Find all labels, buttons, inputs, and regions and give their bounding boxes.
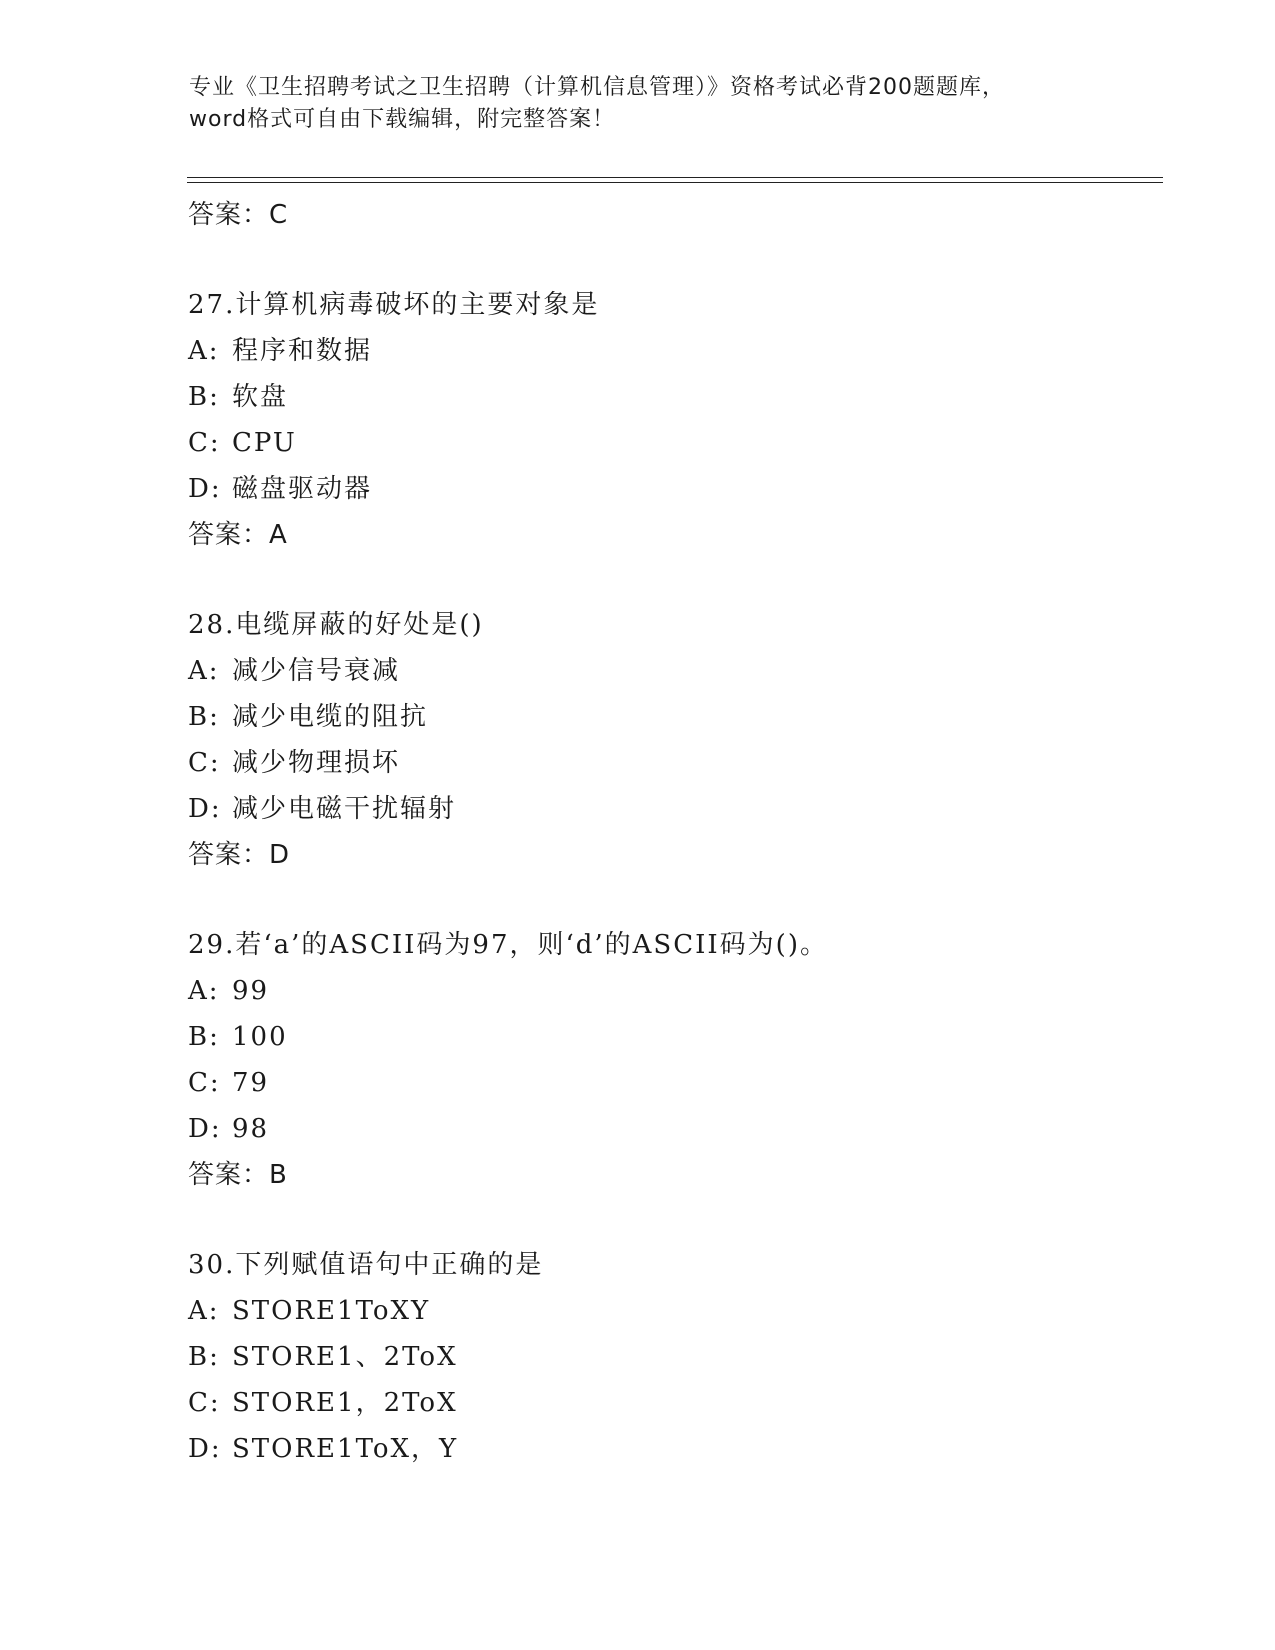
option-key: D: [188, 474, 222, 504]
question-29 [188, 922, 1148, 1198]
option-text: 磁盘驱动器 [232, 474, 373, 504]
option-b [188, 694, 1148, 740]
question-30 [188, 1242, 1148, 1472]
question-28 [188, 602, 1148, 878]
option-text: CPU [232, 428, 297, 458]
option-a [188, 1288, 1148, 1334]
question-title: 30.下列赋值语句中正确的是 [188, 1250, 544, 1280]
option-d [188, 1106, 1148, 1152]
option-key: C: [188, 1388, 221, 1418]
answer-line: 答案：C [188, 200, 289, 230]
header-divider-bottom [187, 182, 1163, 183]
spacer [188, 1198, 1148, 1242]
option-text: STORE1ToX，Y [232, 1434, 459, 1464]
option-key: C: [188, 428, 221, 458]
header-line-2: word格式可自由下载编辑，附完整答案！ [189, 107, 616, 132]
option-key: A: [188, 976, 220, 1006]
option-text: 79 [232, 1068, 270, 1098]
answer-line: 答案：D [188, 840, 291, 870]
spacer [188, 238, 1148, 282]
option-b [188, 374, 1148, 420]
option-key: A: [188, 656, 220, 686]
option-a [188, 328, 1148, 374]
option-text: STORE1，2ToX [232, 1388, 458, 1418]
header-line-1: 专业《卫生招聘考试之卫生招聘（计算机信息管理）》资格考试必背200题题库， [189, 75, 1005, 100]
spacer [188, 558, 1148, 602]
option-key: A: [188, 1296, 220, 1326]
option-c [188, 740, 1148, 786]
option-text: STORE1、2ToX [232, 1342, 458, 1372]
option-a [188, 648, 1148, 694]
option-key: B: [188, 1342, 220, 1372]
option-key: D: [188, 794, 222, 824]
option-text: 100 [232, 1022, 288, 1052]
option-key: C: [188, 1068, 221, 1098]
option-a [188, 968, 1148, 1014]
option-b [188, 1334, 1148, 1380]
option-text: 减少物理损坏 [232, 748, 401, 778]
question-title: 29.若‘a’的ASCII码为97，则‘d’的ASCII码为()。 [188, 930, 828, 960]
option-key: D: [188, 1114, 222, 1144]
option-key: C: [188, 748, 221, 778]
document-header [189, 72, 1089, 136]
option-b [188, 1014, 1148, 1060]
answer-line: 答案：A [188, 520, 288, 550]
option-text: 减少信号衰减 [232, 656, 401, 686]
answer-line: 答案：B [188, 1160, 288, 1190]
option-text: 99 [232, 976, 270, 1006]
question-list [188, 192, 1148, 1472]
option-text: STORE1ToXY [232, 1296, 431, 1326]
question-27 [188, 282, 1148, 558]
option-text: 减少电磁干扰辐射 [232, 794, 457, 824]
option-text: 软盘 [232, 382, 289, 412]
question-title: 28.电缆屏蔽的好处是() [188, 610, 484, 640]
option-d [188, 466, 1148, 512]
question-title: 27.计算机病毒破坏的主要对象是 [188, 290, 600, 320]
option-key: B: [188, 702, 220, 732]
option-key: A: [188, 336, 220, 366]
option-key: B: [188, 1022, 220, 1052]
option-c [188, 1380, 1148, 1426]
header-divider-top [187, 177, 1163, 178]
spacer [188, 878, 1148, 922]
option-key: D: [188, 1434, 222, 1464]
option-key: B: [188, 382, 220, 412]
option-text: 程序和数据 [232, 336, 373, 366]
option-c [188, 1060, 1148, 1106]
option-d [188, 786, 1148, 832]
option-text: 98 [232, 1114, 270, 1144]
option-d [188, 1426, 1148, 1472]
option-text: 减少电缆的阻抗 [232, 702, 429, 732]
option-c [188, 420, 1148, 466]
